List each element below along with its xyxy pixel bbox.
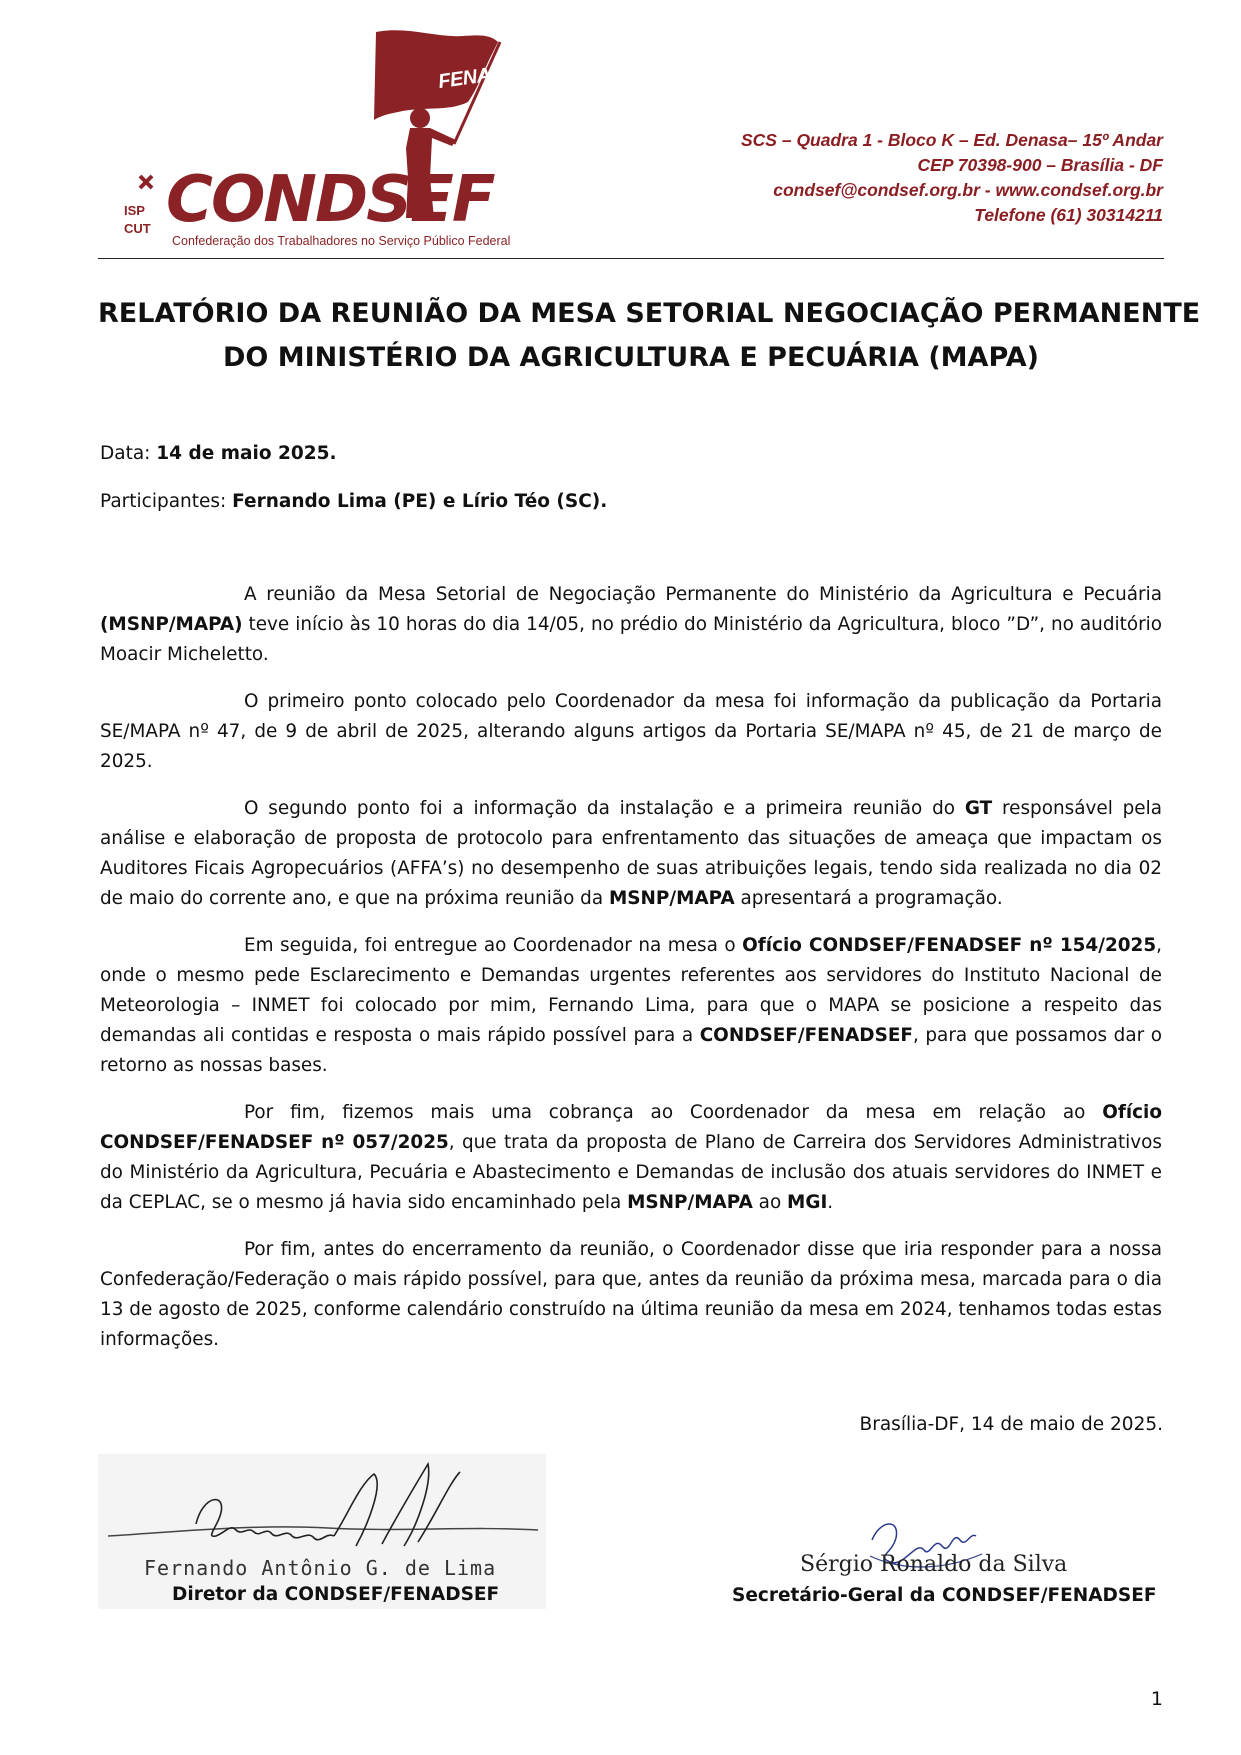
p5-text-g: . — [827, 1192, 834, 1213]
participants-value: Fernando Lima (PE) e Lírio Téo (SC). — [232, 491, 608, 512]
meeting-participants — [100, 489, 607, 515]
paragraph-6 — [100, 1235, 1162, 1355]
logo-subtitle: Confederação dos Trabalhadores no Serviço Público Federal — [172, 234, 511, 248]
participants-label: Participantes: — [100, 491, 233, 512]
p1-text-c: teve início às 10 horas do dia 14/05, no prédio do Ministério da Agricultura, bloco ”D”, no auditório Moacir Micheletto. — [100, 614, 1162, 665]
report-body — [100, 580, 1162, 1372]
right-signer-role: Secretário-Geral da CONDSEF/FENADSEF — [732, 1585, 1157, 1606]
header-divider — [98, 258, 1164, 259]
p4-bold-oficio: Ofício CONDSEF/FENADSEF nº 154/2025 — [742, 935, 1157, 956]
document-title — [98, 292, 1201, 380]
p3-bold-msnp: MSNP/MAPA — [608, 888, 735, 909]
left-signer-role: Diretor da CONDSEF/FENADSEF — [172, 1584, 500, 1605]
p3-text-a: O segundo ponto foi a informação da instalação e a primeira reunião do — [244, 798, 965, 819]
date-label: Data: — [100, 443, 157, 464]
p4-text-a: Em seguida, foi entregue ao Coordenador na mesa o — [244, 935, 743, 956]
p3-bold-gt: GT — [964, 798, 993, 819]
p4-bold-condsef: CONDSEF/FENADSEF — [699, 1025, 913, 1046]
contact-address: SCS – Quadra 1 - Bloco K – Ed. Denasa– 15º Andar — [741, 130, 1163, 150]
contact-cep: CEP 70398-900 – Brasília - DF — [917, 155, 1163, 175]
p4-text-c: , onde o mesmo pede Esclarecimento e Demandas urgentes referentes aos servidores do Instituto Nacional de Meteorologia – INMET foi colocado por mim, Fernando Lima, para que o MAPA se posicione a respeito das demandas ali contidas e resposta o mais rápido possível para a — [100, 935, 1162, 1046]
p6-text: Por fim, antes do encerramento da reunião, o Coordenador disse que iria responder para a nossa Confederação/Federação o mais rápido possível, para que, antes da reunião da próxima mesa, marcada para o dia 13 de agosto de 2025, conforme calendário construído na última reunião da mesa em 2024, tenhamos todas estas informações. — [100, 1239, 1162, 1350]
signature-right — [720, 1510, 1160, 1620]
p3-text-e: apresentará a programação. — [734, 888, 1003, 909]
paragraph-3 — [100, 794, 1162, 914]
p5-text-e: ao — [752, 1192, 788, 1213]
p5-bold-msnp: MSNP/MAPA — [627, 1192, 753, 1213]
signature-left — [98, 1454, 546, 1609]
p3-text-c: responsável pela análise e elaboração de proposta de protocolo para enfrentamento das situações de ameaça que impactam os Auditores Ficais Agropecuários (AFFA’s) no desempenho de suas atribuições legais, tendo sida realizada no dia 02 de maio do corrente ano, e que na próxima reunião da — [100, 798, 1162, 909]
p5-bold-mgi: MGI — [787, 1192, 828, 1213]
logo-brand-text: CONDSEF — [166, 163, 494, 237]
title-line-2: DO MINISTÉRIO DA AGRICULTURA E PECUÁRIA (MAPA) — [223, 342, 1039, 373]
left-signer-name: Fernando Antônio G. de Lima — [144, 1556, 497, 1580]
contact-phone: Telefone (61) 30314211 — [974, 205, 1163, 225]
condsef-logo — [118, 28, 558, 250]
paragraph-4 — [100, 931, 1162, 1081]
paragraph-2 — [100, 687, 1162, 777]
right-signer-name: Sérgio Ronaldo da Silva — [800, 1552, 1068, 1577]
p1-text-a: A reunião da Mesa Setorial de Negociação Permanente do Ministério da Agricultura e Pecuária — [244, 584, 1162, 605]
p4-text-e: , para que possamos dar o retorno as nossas bases. — [100, 1025, 1162, 1076]
contact-web: condsef@condsef.org.br - www.condsef.org.br — [773, 180, 1163, 200]
paragraph-1 — [100, 580, 1162, 670]
title-line-1: RELATÓRIO DA REUNIÃO DA MESA SETORIAL NEGOCIAÇÃO PERMANENTE — [98, 298, 1201, 329]
date-value: 14 de maio 2025. — [156, 443, 337, 464]
contact-block — [741, 128, 1163, 228]
p5-bold-oficio: Ofício CONDSEF/FENADSEF nº 057/2025 — [100, 1102, 1162, 1153]
p5-text-c: , que trata da proposta de Plano de Carreira dos Servidores Administrativos do Ministério da Agricultura, Pecuária e Abastecimento e Demandas de inclusão dos atuais servidores do INMET e da CEPLAC, se o mesmo já havia sido encaminhado pela — [100, 1132, 1162, 1213]
place-and-date: Brasília-DF, 14 de maio de 2025. — [859, 1414, 1163, 1435]
logo-flag-text: FENADSEF — [436, 56, 543, 94]
meeting-date — [100, 441, 336, 467]
logo-isp-text: ISP — [124, 203, 145, 218]
p5-text-a: Por fim, fizemos mais uma cobrança ao Coordenador da mesa em relação ao — [244, 1102, 1103, 1123]
p1-bold: (MSNP/MAPA) — [100, 614, 243, 635]
page-number: 1 — [1150, 1688, 1163, 1710]
p2-text: O primeiro ponto colocado pelo Coordenador da mesa foi informação da publicação da Portaria SE/MAPA nº 47, de 9 de abril de 2025, alterando alguns artigos da Portaria SE/MAPA nº 45, de 21 de março de 2025. — [100, 691, 1162, 772]
paragraph-5 — [100, 1098, 1162, 1218]
logo-cut-text: CUT — [124, 221, 151, 236]
